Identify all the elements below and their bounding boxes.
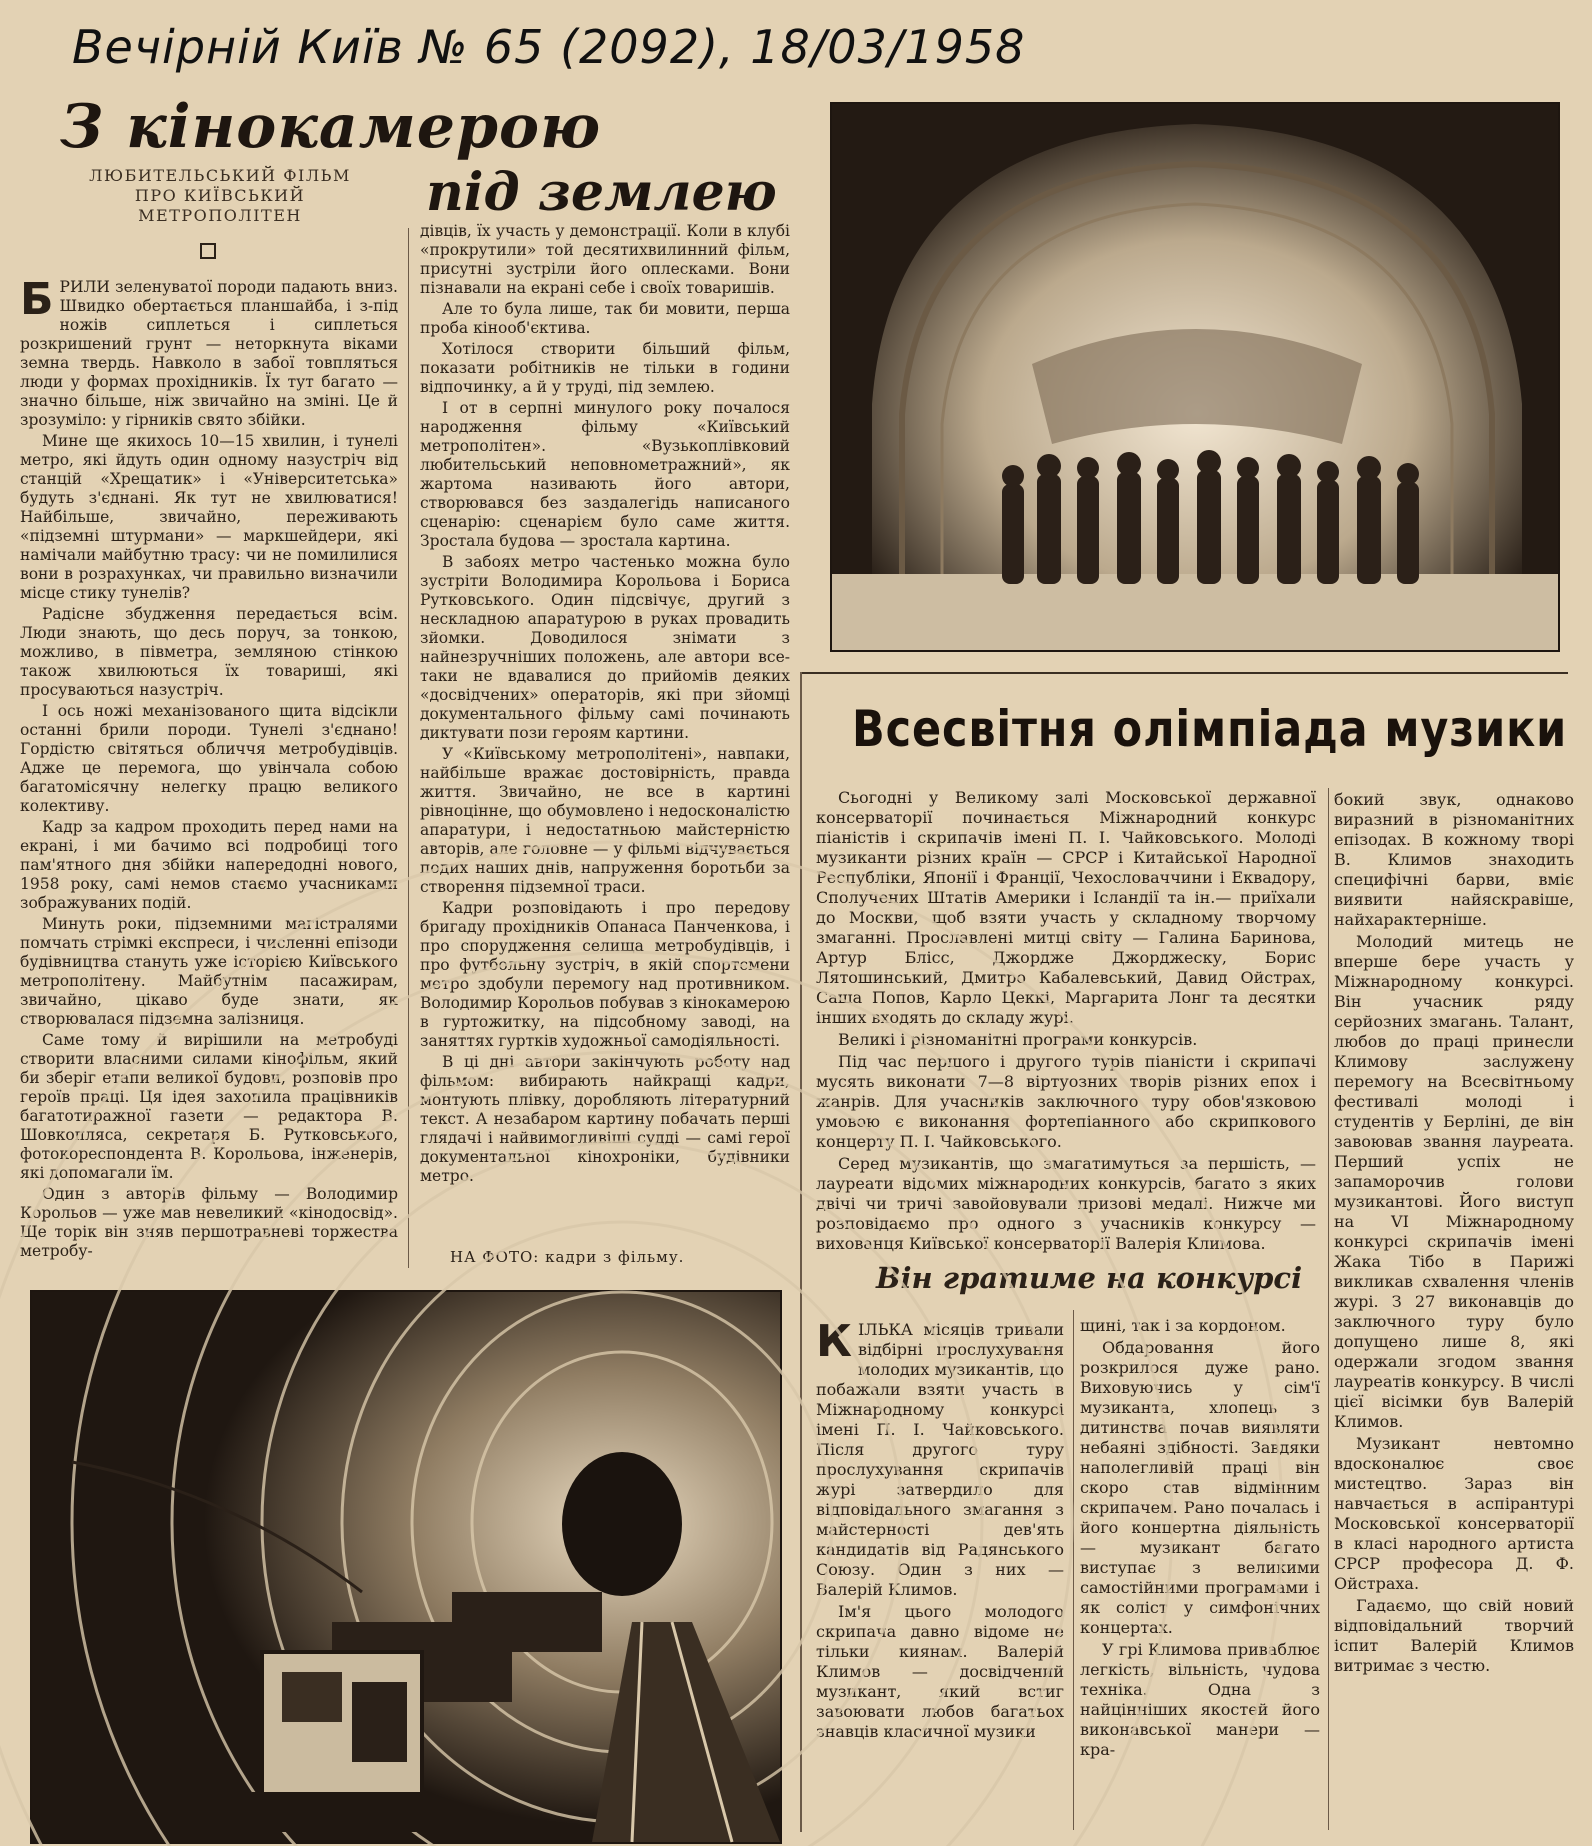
article2-colc-paragraph: Молодий митець не вперше бере участь у Міжнародному конкурсі. Він учасник ряду серйозних змагань. Талант, любов до праці принесли Климову заслужену перемогу на Всесвітньому фестивалі молоді і студентів у Берліні, де він завоював звання лауреата. Перший успіх не запаморочив голови музикантові. Його виступ на VI Міжнародному конкурсі скрипачів імені Жака Тібо в Парижі викликав схвалення членів журі. З 27 виконавців до заключного туру було допущено лише 8, які одержали згодом звання лауреатів конкурсу. В числі цієї вісімки був Валерій Климов. — [1334, 932, 1574, 1431]
article1-col2-paragraph: І от в серпні минулого року почалося народження фільму «Київський метрополітен». «Вузькоплівковий любительський неповнометражний», як жартома називають його автори, створювався без заздалегідь написаного сценарію: сценарієм було саме життя. Зростала будова — зростала картина. — [420, 399, 790, 550]
article2-cola-paragraph: Ім'я цього молодого скрипача давно відоме не тільки киянам. Валерій Климов — досвідчений музикант, який встиг завоювати любов багатьох знавців класичної музики — [816, 1602, 1064, 1741]
article2-lead-paragraph: Під час першого і другого турів піаністи і скрипачі мусять виконати 7—8 віртуозних творів різних епох і жанрів. Для учасників заключного туру обов'язковою умовою є виконання фортепіанного або скрипкового концерту П. І. Чайковського. — [816, 1052, 1316, 1151]
article1-col2-paragraph: Хотілося створити більший фільм, показати робітників не тільки в години відпочинку, а й у труді, під землею. — [420, 340, 790, 396]
article1-title-line2: під землею — [426, 162, 777, 223]
article1-column-1 — [20, 274, 398, 1268]
article1-col1-paragraph: БРИЛИ зеленуватої породи падають вниз. Швидко обертається планшайба, і з-під ножів сиплеться і сиплеться розкришений грунт — неторкнута віками земна твердь. Навколо в забої товпляться люди у формах прохідників. Їх тут багато — значно більше, ніж звичайно на зміні. Це й зрозуміло: у гірників свято збійки. — [20, 274, 398, 429]
article1-title-line1: З кінокамерою — [60, 92, 602, 162]
article1-col2-paragraph: У «Київському метрополітені», навпаки, найбільше вражає достовірність, правда життя. Звичайно, не все в картині рівноцінне, що обумовлено і недосконалістю апаратури, і недостатньою майстерністю авторів, але головне — у фільмі відчувається подих наших днів, напруження боротьби за створення підземної траси. — [420, 745, 790, 896]
tunnel-workers-photo — [830, 102, 1560, 652]
photo-caption: НА ФОТО: кадри з фільму. — [450, 1248, 685, 1266]
article2-lead-paragraph: Серед музикантів, що змагатимуться за першість, — лауреати відомих міжнародних конкурсів, багато з яких двічі чи тричі завойовували призові медалі. Нижче ми розповідаємо про одного з учасників конкурсу — вихованця Київської консерваторії Валерія Климова. — [816, 1154, 1316, 1253]
column-divider — [1328, 788, 1329, 1830]
article1-subtitle: ЛЮБИТЕЛЬСЬКИЙ ФІЛЬМ ПРО КИЇВСЬКИЙ МЕТРОПОЛІТЕН — [89, 166, 351, 225]
article1-col2-paragraph: В ці дні автори закінчують роботу над фільмом: вибирають найкращі кадри, монтують плівку, доробляють літературний текст. А незабаром картину побачать перші глядачі і найвимогливіші судді — самі герої документальної кінохроніки, будівники метро. — [420, 1053, 790, 1185]
tunnel-workers-illustration — [832, 104, 1558, 650]
article2-subheading: Він гратиме на конкурсі — [876, 1261, 1303, 1295]
article2-lead-paragraph: Сьогодні у Великому залі Московської державної консерваторії починається Міжнародний конкурс піаністів і скрипачів імені П. І. Чайковського. Молоді музиканти різних країн — СРСР і Китайської Народної Республіки, Японії і Франції, Чехословаччини і Еквадору, Сполучених Штатів Америки і Ісландії та ін.— приїхали до Москви, щоб взяти участь у складному творчому змаганні. Прославлені митці світу — Галина Баринова, Артур Блісс, Джордже Джорджеску, Борис Лятошинський, Дмитро Кабалевський, Давид Ойстрах, Саша Попов, Карло Цеккі, Маргарита Лонг та десятки інших входять до складу журі. — [816, 788, 1316, 1027]
article2-title: Всесвітня олімпіада музики — [852, 700, 1568, 758]
article2-colb-paragraph: Обдаровання його розкрилося дуже рано. Виховуючись у сім'ї музиканта, хлопець з дитинства почав виявляти небаяні здібності. Завдяки наполегливій праці він скоро став відмінним скрипачем. Рано почалась і його концертна діяльність — музикант багато виступає з великими самостійними програмами і як соліст у симфонічних концертах. — [1080, 1338, 1320, 1637]
article1-col2-paragraph: В забоях метро частенько можна було зустріти Володимира Корольова і Бориса Рутковського. Один підсвічує, другий з нескладною апаратурою в руках провадить зйомки. Доводилося знімати з найнезручніших положень, але автори все-таки не вдавалися до прийомів деяких «досвідчених» операторів, які при зйомці документального фільму самі починають диктувати пози героям картини. — [420, 553, 790, 742]
article1-col2-paragraph: Але то була лише, так би мовити, перша проба кінооб'єктива. — [420, 300, 790, 337]
article1-col1-paragraph: Минуть роки, підземними магістралями помчать стрімкі експреси, і численні епізоди будівництва стануть уже історією Київського метрополітену. Майбутнім пасажирам, звичайно, цікаво буде знати, як створювалася підземна залізниця. — [20, 915, 398, 1028]
article2-colc-paragraph: бокий звук, однаково виразний в різноманітних епізодах. В кожному творі В. Климов знаходить специфічні барви, вміє виявити найяскравіше, найхарактерніше. — [1334, 790, 1574, 929]
article2-cola-paragraph: КІЛЬКА місяців тривали відбірні прослухування молодих музикантів, що побажали взяти участь в Міжнародному конкурсі імені П. І. Чайковського. Після другого туру прослухування скрипачів журі затвердило для відповідального змагання з майстерності дев'ять кандидатів від Радянського Союзу. Один з них — Валерій Климов. — [816, 1316, 1064, 1599]
article2-column-c — [1334, 790, 1574, 1836]
column-divider — [408, 228, 409, 1268]
article2-column-a — [816, 1316, 1064, 1836]
article1-col1-paragraph: Саме тому й вирішили на метробуді створити власними силами кінофільм, який би зберіг етапи великої будови, розповів про героїв праці. Ця ідея захопила працівників багатотиражної газети — редактора В. Шовкопляса, секретаря Б. Рутковського, фотокореспондента В. Корольова, інженерів, які допомагали їм. — [20, 1031, 398, 1182]
article2-colc-paragraph: Гадаємо, що свій новий відповідальний творчий іспит Валерій Климов витримає з честю. — [1334, 1596, 1574, 1675]
article2-column-b — [1080, 1316, 1320, 1836]
article1-col1-paragraph: Кадр за кадром проходить перед нами на екрані, і ми бачимо всі подробиці того пам'ятного дня збійки напередодні нового, 1958 року, самі немов стаємо учасниками зображуваних подій. — [20, 818, 398, 912]
tunnel-locomotive-photo — [30, 1290, 782, 1844]
article2-colb-paragraph: У грі Климова приваблює легкість, вільність, чудова техніка. Одна з найцінніших якостей його виконавської манери — кра- — [1080, 1640, 1320, 1759]
article1-col1-paragraph: Радісне збудження передається всім. Люди знають, що десь поруч, за тонкою, можливо, в півметра, земляною стінкою також хвилюються їх товариші, які просуваються назустріч. — [20, 605, 398, 699]
issue-caption: Вечірній Київ № 65 (2092), 18/03/1958 — [72, 20, 1026, 74]
article1-col1-paragraph: Один з авторів фільму — Володимир Корольов — уже мав невеликий «кінодосвід». Ще торік він зняв першотравневі торжества метробу- — [20, 1185, 398, 1260]
article1-col2-paragraph: Кадри розповідають і про передову бригаду прохідників Опанаса Панченкова, і про спорудження селища метробудівців, і про футбольну зустріч, в якій спортсмени метро здобули перемогу над противником. Володимир Корольов побував з кінокамерою в гуртожитку, на підсобному заводі, на заняттях гуртків художньої самодіяльності. — [420, 899, 790, 1050]
tunnel-locomotive-illustration — [32, 1292, 780, 1842]
article2-left-rule — [800, 672, 802, 1832]
article1-column-2 — [420, 222, 790, 1252]
drop-cap: Б — [20, 274, 54, 325]
column-divider — [1073, 1310, 1074, 1830]
drop-cap: К — [816, 1316, 852, 1367]
article1-col1-paragraph: І ось ножі механізованого щита відсікли останні брили породи. Тунелі з'єднано! Гордістю світяться обличчя метробудівців. Адже це перемога, що увінчала собою багатомісячну нелегку працю великого колективу. — [20, 702, 398, 815]
article2-lead — [816, 788, 1316, 1253]
square-ornament-icon — [200, 243, 216, 259]
article2-colc-paragraph: Музикант невтомно вдосконалює своє мистецтво. Зараз він навчається в аспірантурі Московської консерваторії в класі народного артиста СРСР професора Д. Ф. Ойстраха. — [1334, 1434, 1574, 1593]
article2-lead-paragraph: Великі і різноманітні програми конкурсів. — [838, 1030, 1198, 1049]
article2-top-rule — [800, 672, 1568, 674]
article1-col2-paragraph: дівців, їх участь у демонстрації. Коли в клубі «прокрутили» той десятихвилинний фільм, присутні зустріли його оплесками. Вони пізнавали на екрані себе і своїх товаришів. — [420, 222, 790, 297]
article1-col1-paragraph: Мине ще якихось 10—15 хвилин, і тунелі метро, які йдуть один одному назустріч від станцій «Хрещатик» і «Університетська» будуть з'єднані. Як тут не хвилюватися! Найбільше, звичайно, переживають «підземні штурмани» — маркшейдери, які намічали майбутню трасу: чи не помилилися вони в розрахунках, чи правильно визначили місце стику тунелів? — [20, 432, 398, 602]
article2-colb-paragraph: щині, так і за кордоном. — [1080, 1316, 1286, 1335]
